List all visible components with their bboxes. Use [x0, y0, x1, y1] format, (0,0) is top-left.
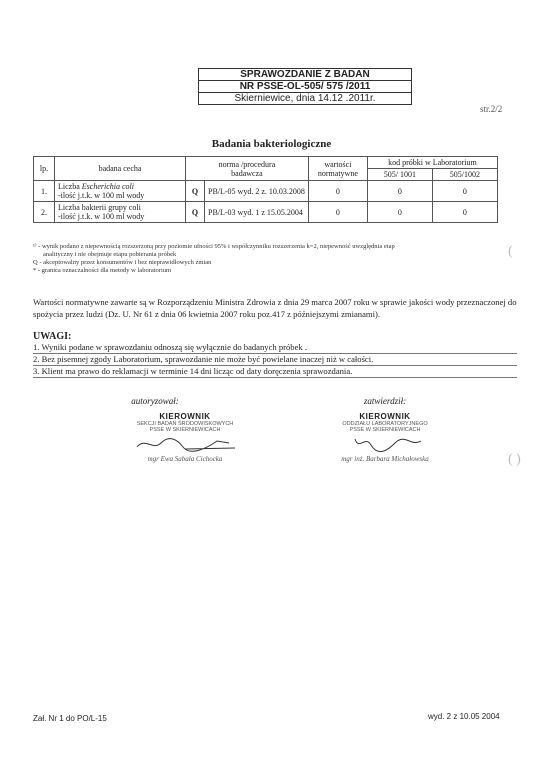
stamp-title: KIEROWNIK — [359, 412, 411, 421]
row-feature: Liczba bakterii grupy coli -ilość j.t.k. w 100 ml wody — [55, 202, 186, 223]
table-header-row — [34, 157, 498, 169]
scan-mark: ( — [508, 244, 513, 259]
report-header-box — [198, 68, 412, 105]
report-place-date: Skierniewice, dnia 14.12 .2011r. — [234, 93, 376, 104]
remark-item: 1. Wyniki podane w sprawozdaniu odnoszą się wyłącznie do badanych próbek . — [33, 342, 517, 354]
remarks-title: UWAGI: — [33, 331, 72, 342]
sample-code-1: 505/ 1001 — [367, 169, 432, 181]
header-feature: badana cecha — [55, 157, 186, 181]
remark-item: 3. Klient ma prawo do reklamacji w terminie 14 dni licząc od daty doręczenia sprawozdania. — [33, 366, 517, 378]
handwritten-signature-left — [125, 433, 245, 455]
table-row: 2. Liczba bakterii grupy coli -ilość j.t.k. w 100 ml wody Q PB/L-03 wyd. 1 z 15.05.2004 0 0 0 — [34, 202, 498, 223]
signature-block-approved: zatwierdził: KIEROWNIK ODDZIAŁU LABORATORYJNEGO PSSE W SKIERNIEWICACH mgr inż. Barbara Michałowska — [300, 396, 470, 463]
sample-code-2: 505/1002 — [432, 169, 497, 181]
table-footnotes: ¹⁾ - wynik podano z niepewnością rozszerzoną przy poziomie ufności 95% i współczynniku rozszerzenia k=2, niepewność uwzględnia etap analityczny i nie obejmuje etapu pobierania próbek Q - akceptowalny przez konsumentów i bez nieprawidłowych zmian * - granica oznaczalności dla metody w laboratorium — [33, 243, 395, 274]
handwritten-signature-right — [325, 433, 445, 455]
stamp-title: KIEROWNIK — [159, 412, 211, 421]
header-norm: norma /procedura badawcza — [186, 157, 309, 181]
page-number: str.2/2 — [480, 104, 503, 114]
report-number: NR PSSE-OL-505/ 575 /2011 — [199, 81, 411, 93]
footer-left: Zał. Nr 1 do PO/L-15 — [33, 714, 107, 723]
footer-right: wyd. 2 z 10.05 2004 — [428, 712, 500, 721]
remarks-section — [33, 331, 517, 378]
header-value: wartości normatywne — [308, 157, 367, 181]
section-title: Badania bakteriologiczne — [211, 138, 332, 150]
results-table — [33, 156, 498, 223]
signature-block-authorized: autoryzował: KIEROWNIK SEKCJI BADAŃ ŚRODOWISKOWYCH PSSE W SKIERNIEWICACH mgr Ewa Sabała Cichocka — [100, 396, 270, 463]
normative-reference: Wartości normatywne zawarte są w Rozporządzeniu Ministra Zdrowia z dnia 29 marca 2007 roku w sprawie jakości wody przeznaczonej do spożycia przez ludzi (Dz. U. Nr 61 z dnia 06 kwietnia 2007 roku poz.417 z późniejszymi zmianami). — [33, 297, 517, 319]
scan-mark: ( ) — [508, 452, 521, 467]
header-sample: kod próbki w Laboratorium — [367, 157, 497, 169]
table-row: 1. Liczba Escherichia coli -ilość j.t.k. w 100 ml wody Q PB/L-05 wyd. 2 z. 10.03.2008 0 0 0 — [34, 181, 498, 202]
row-feature: Liczba Escherichia coli -ilość j.t.k. w 100 ml wody — [55, 181, 186, 202]
remark-item: 2. Bez pisemnej zgody Laboratorium, sprawozdanie nie może być powielane inaczej niż w całości. — [33, 354, 517, 366]
header-lp: lp. — [34, 157, 55, 181]
report-title: SPRAWOZDANIE Z BADAŃ — [199, 69, 411, 81]
